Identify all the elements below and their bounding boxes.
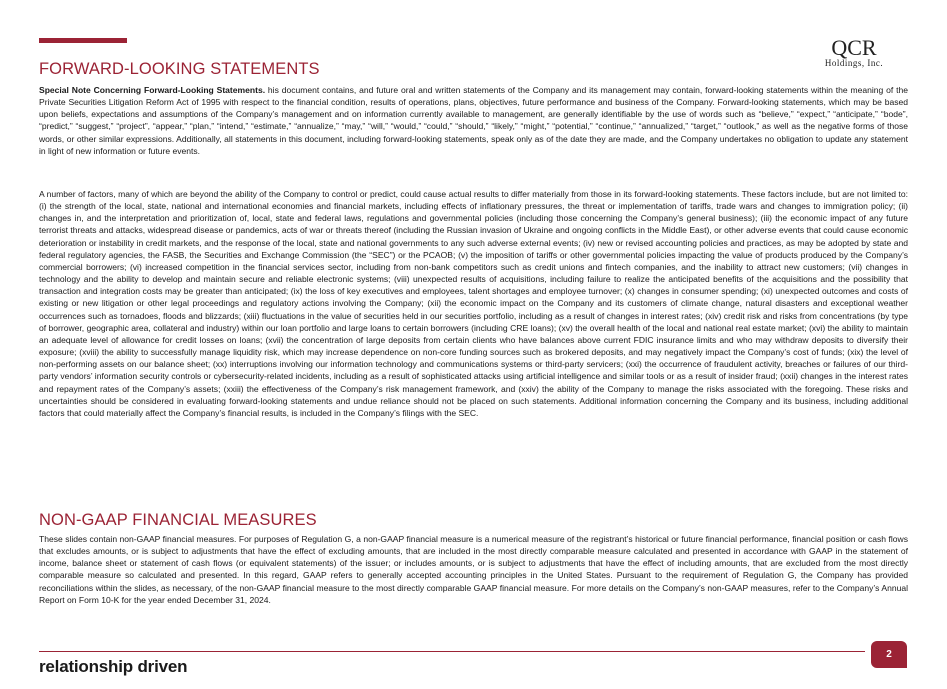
forward-looking-title: FORWARD-LOOKING STATEMENTS [39, 60, 320, 78]
footer-divider [39, 651, 865, 652]
company-logo [799, 35, 909, 68]
non-gaap-paragraph: These slides contain non-GAAP financial measures. For purposes of Regulation G, a non-GAAP financial measure is a numerical measure of the registrant’s historical or future financial performance, financial position or cash flows that excludes amounts, or is subject to adjustments that have the effect of excluding amounts, that are included in the most directly comparable measure calculated and presented in accordance with GAAP in the statement of income, balance sheet or statement of cash flows (or equivalent statements) of the issuer; or includes amounts, or is subject to adjustments that have the effect of including amounts, that are excluded from the most directly comparable measure so calculated and presented. In this regard, GAAP refers to generally accepted accounting principles in the United States. Pursuant to the requirement of Regulation G, the Company has provided reconciliations within the slides, as necessary, of the non-GAAP financial measure to the most directly comparable GAAP financial measure. For more details on the Company’s non-GAAP measures, refer to the Company’s Annual Report on Form 10-K for the year ended December 31, 2024. [39, 534, 908, 605]
logo-sub-text: Holdings, Inc. [824, 58, 884, 68]
header-accent-bar [39, 38, 127, 43]
forward-looking-paragraph-1 [39, 84, 908, 157]
page-number-badge: 2 [871, 641, 907, 668]
forward-looking-paragraph-2: A number of factors, many of which are beyond the ability of the Company to control or predict, could cause actual results to differ materially from those in its forward-looking statements. These factors include, but are not limited to: (i) the strength of the local, state, national and international economies and financial markets, including effects of inflationary pressures, the threat or implementation of tariffs, trade wars and changes to immigration policy; (ii) changes in, and the interpretation and prioritization of, local, state and federal laws, regulations and governmental policies (including those concerning the Company’s general business); (iii) the economic impact of any future terrorist threats and attacks, widespread disease or pandemics, acts of war or threats thereof (including the Russian invasion of Ukraine and ongoing conflicts in the Middle East), or other adverse events that could cause economic deterioration or instability in credit markets, and the response of the local, state and national governments to any such adverse external events; (iv) new or revised accounting policies and practices, as may be adopted by state and federal regulatory agencies, the FASB, the Securities and Exchange Commission (the “SEC”) or the PCAOB; (v) the imposition of tariffs or other governmental policies impacting the value of products produced by the Company’s commercial borrowers; (vi) increased competition in the financial services sector, including from non-bank competitors such as credit unions and fintech companies, and the inability to attract new customers; (vii) changes in technology and the ability to develop and maintain secure and reliable electronic systems; (viii) unexpected results of acquisitions, including failure to realize the anticipated benefits of the acquisitions and the possibility that transaction and integration costs may be greater than anticipated; (ix) the loss of key executives and employees, talent shortages and employee turnover; (x) changes in consumer spending; (xi) unexpected outcomes and costs of existing or new litigation or other legal proceedings and regulatory actions involving the Company; (xii) the economic impact on the Company and its customers of climate change, natural disasters and exceptional weather occurrences such as tornadoes, floods and blizzards; (xiii) fluctuations in the value of securities held in our securities portfolio, including as a result of changes in interest rates; (xiv) credit risk and risks from concentrations (by type of borrower, geographic area, collateral and industry) within our loan portfolio and large loans to certain borrowers (including CRE loans); (xv) the overall health of the local and national real estate market; (xvi) the ability to maintain an adequate level of allowance for credit losses on loans; (xvii) the concentration of large deposits from certain clients who have balances above current FDIC insurance limits and who may withdraw deposits to diversify their exposure; (xviii) the ability to successfully manage liquidity risk, which may increase dependence on non-core funding sources such as brokered deposits, and may negatively impact the Company’s cost of funds; (xix) the level of non-performing assets on our balance sheet; (xx) interruptions involving our information technology and communications systems or third-party servicers; (xxi) the occurrence of fraudulent activity, breaches or failures of our third-party vendors’ information security controls or cybersecurity-related incidents, including as a result of sophisticated attacks using artificial intelligence and similar tools or as a result of insider fraud; (xxii) changes in the interest rates and repayment rates of the Company’s assets; (xxiii) the effectiveness of the Company’s risk management framework, and (xxiv) the ability of the Company to manage the risks associated with the foregoing. These risks and uncertainties should be considered in evaluating forward-looking statements and undue reliance should not be placed on such statements. Additional information concerning the Company and its business, including additional factors that could materially affect the Company’s financial results, is included in the Company’s filings with the SEC. [39, 189, 908, 418]
forward-looking-paragraph-1-text: his document contains, and future oral and written statements of the Company and its management may contain, forward-looking statements within the meaning of the Private Securities Litigation Reform Act of 1995 with respect to the financial condition, results of operations, plans, objectives, future performance and business of the Company. Forward-looking statements, which may be based upon beliefs, expectations and assumptions of the Company’s management and on information currently available to management, are generally identifiable by the use of words such as “believe,” “expect,” “anticipate,” “bode”, “predict,” “suggest,” “project”, “appear,” “plan,” “intend,” “estimate,” “annualize,” “may,” “will,” “would,” “could,” “should,” “likely,” “might,” “potential,” “continue,” “annualized,” “target,” “outlook,” as well as the negative forms of those words, or other similar expressions. Additionally, all statements in this document, including forward-looking statements, speak only as of the date they are made, and the Company undertakes no obligation to update any statement in light of new information or future events. [39, 85, 908, 156]
special-note-lead: Special Note Concerning Forward-Looking Statements. [39, 85, 266, 95]
footer-brand-tagline: relationship driven [39, 657, 188, 676]
logo-main-text: QCR [831, 35, 877, 60]
non-gaap-title: NON-GAAP FINANCIAL MEASURES [39, 511, 317, 529]
